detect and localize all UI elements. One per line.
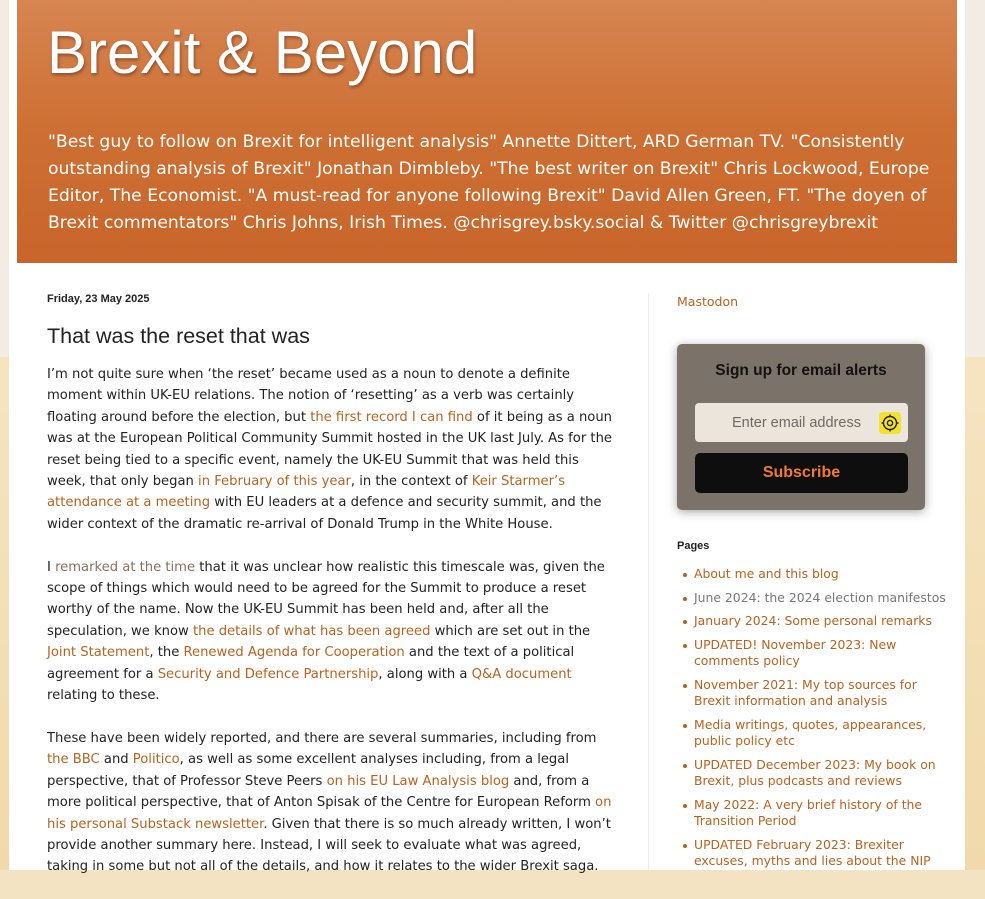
text: , along with a: [378, 666, 472, 682]
link-security-defence[interactable]: Security and Defence Partnership: [157, 666, 379, 682]
pages-list-item: [694, 677, 950, 710]
page-link-about[interactable]: About me and this blog: [694, 566, 839, 581]
page-link-transition-period[interactable]: May 2022: A very brief history of the Transition Period: [694, 796, 923, 828]
link-qa-document[interactable]: Q&A document: [471, 666, 572, 682]
text: . Given that there is so much already written, I won’t provide another summary here. Instead, I will seek to evaluate what was agreed, taking in some but not all of the details, and how it relates to the wider Brexit saga.: [47, 816, 611, 875]
link-first-record[interactable]: the first record I can find: [310, 409, 473, 425]
pages-list-item: [694, 717, 950, 750]
link-bbc[interactable]: the BBC: [47, 752, 100, 768]
email-signup-widget: [677, 344, 925, 510]
pages-heading: Pages: [677, 540, 710, 552]
link-eu-law-blog[interactable]: on his EU Law Analysis blog: [326, 773, 510, 789]
page-link-media-writings[interactable]: Media writings, quotes, appearances, public policy etc: [694, 716, 927, 748]
page-link-comments-policy[interactable]: UPDATED! November 2023: New comments policy: [694, 636, 897, 668]
text: and: [99, 752, 133, 768]
pages-list-item: [694, 757, 950, 790]
pages-list-item: [694, 797, 950, 830]
mastodon-link[interactable]: Mastodon: [677, 294, 739, 309]
page-link-personal-remarks[interactable]: January 2024: Some personal remarks: [694, 613, 932, 628]
link-substack[interactable]: on his personal Substack newsletter: [47, 795, 612, 832]
pages-list-item: [694, 613, 950, 630]
link-renewed-agenda[interactable]: Renewed Agenda for Cooperation: [183, 645, 405, 661]
post-column: [47, 290, 617, 899]
text: which are set out in the: [430, 623, 591, 639]
email-input-container: [695, 403, 908, 442]
pages-list: [677, 566, 950, 877]
email-signup-heading: Sign up for email alerts: [715, 362, 887, 379]
text: that it was unclear how realistic this timescale was, given the scope of things which would need to be agreed for the Summit to produce a reset worthy of the name. Now the UK-EU Summit has been held and, after all the speculation, we know: [47, 559, 605, 639]
link-remarked[interactable]: remarked at the time: [55, 559, 196, 575]
text: and the text of a political agreement for a: [47, 645, 575, 682]
email-input[interactable]: [695, 403, 875, 442]
page-link-manifestos[interactable]: June 2024: the 2024 election manifestos: [694, 589, 946, 605]
text: I: [47, 559, 56, 575]
pages-list-item: [694, 566, 950, 583]
text: These have been widely reported, and there are several summaries, including from: [47, 730, 597, 746]
link-politico[interactable]: Politico: [132, 752, 180, 768]
page-link-brexiter-excuses[interactable]: UPDATED February 2023: Brexiter excuses, myths and lies about the NIP: [694, 836, 931, 868]
subscribe-button[interactable]: Subscribe: [695, 453, 908, 493]
post-title[interactable]: That was the reset that was: [47, 324, 310, 348]
post-date: Friday, 23 May 2025: [47, 293, 150, 305]
text: and, from a more political perspective, that of Anton Spisak of the Centre for European Reform: [47, 773, 596, 811]
text: , as well as some excellent analyses including, from a legal perspective, that of Professor Steve Peers: [47, 752, 569, 789]
text: , in the context of: [350, 474, 472, 490]
pages-list-item: [694, 637, 950, 670]
text: relating to these.: [47, 688, 160, 704]
text: of it being as a noun was at the European Political Community Summit hosted in the UK last July. As for the reset being tied to a specific event, namely the UK-EU Summit that was held this week, that only began: [47, 409, 612, 490]
post-paragraph-1: [47, 364, 617, 535]
text: with EU leaders at a defence and security summit, and the wider context of the dramatic re-arrival of Donald Trump in the White House.: [47, 495, 602, 532]
target-icon-svg: [879, 412, 901, 434]
post-paragraph-2: [47, 557, 617, 707]
pages-list-item: [694, 837, 950, 870]
pages-list-item: [694, 590, 950, 607]
page-link-top-sources[interactable]: November 2021: My top sources for Brexit information and analysis: [694, 676, 917, 708]
link-february[interactable]: in February of this year: [198, 474, 351, 490]
blog-header: [17, 0, 957, 263]
target-icon[interactable]: [879, 412, 901, 434]
blog-description: "Best guy to follow on Brexit for intelligent analysis" Annette Dittert, ARD German TV. "Consistently outstanding analysis of Brexit" Jonathan Dimbleby. "The best writer on Brexit" Chris Lockwood, Europe Editor, The Economist. "A must-read for anyone following Brexit" David Allen Green, FT. "The doyen of Brexit commentators" Chris Johns, Irish Times. @chrisgrey.bsky.social & Twitter @chrisgreybrexit: [48, 132, 930, 233]
column-divider: [648, 293, 649, 870]
page-link-book[interactable]: UPDATED December 2023: My book on Brexit, plus podcasts and reviews: [694, 756, 936, 788]
link-details-agreed[interactable]: the details of what has been agreed: [192, 623, 431, 639]
link-starmer-meeting[interactable]: Keir Starmer’s attendance at a meeting: [47, 474, 566, 511]
blog-title[interactable]: Brexit & Beyond: [47, 19, 478, 86]
link-joint-statement[interactable]: Joint Statement: [47, 645, 150, 661]
text: , the: [149, 645, 184, 661]
text: I’m not quite sure when ‘the reset’ became used as a noun to denote a definite moment within UK-EU relations. The notion of ‘resetting’ as a verb was certainly floating around before the election, but: [47, 367, 575, 425]
post-paragraph-3: [47, 728, 617, 878]
